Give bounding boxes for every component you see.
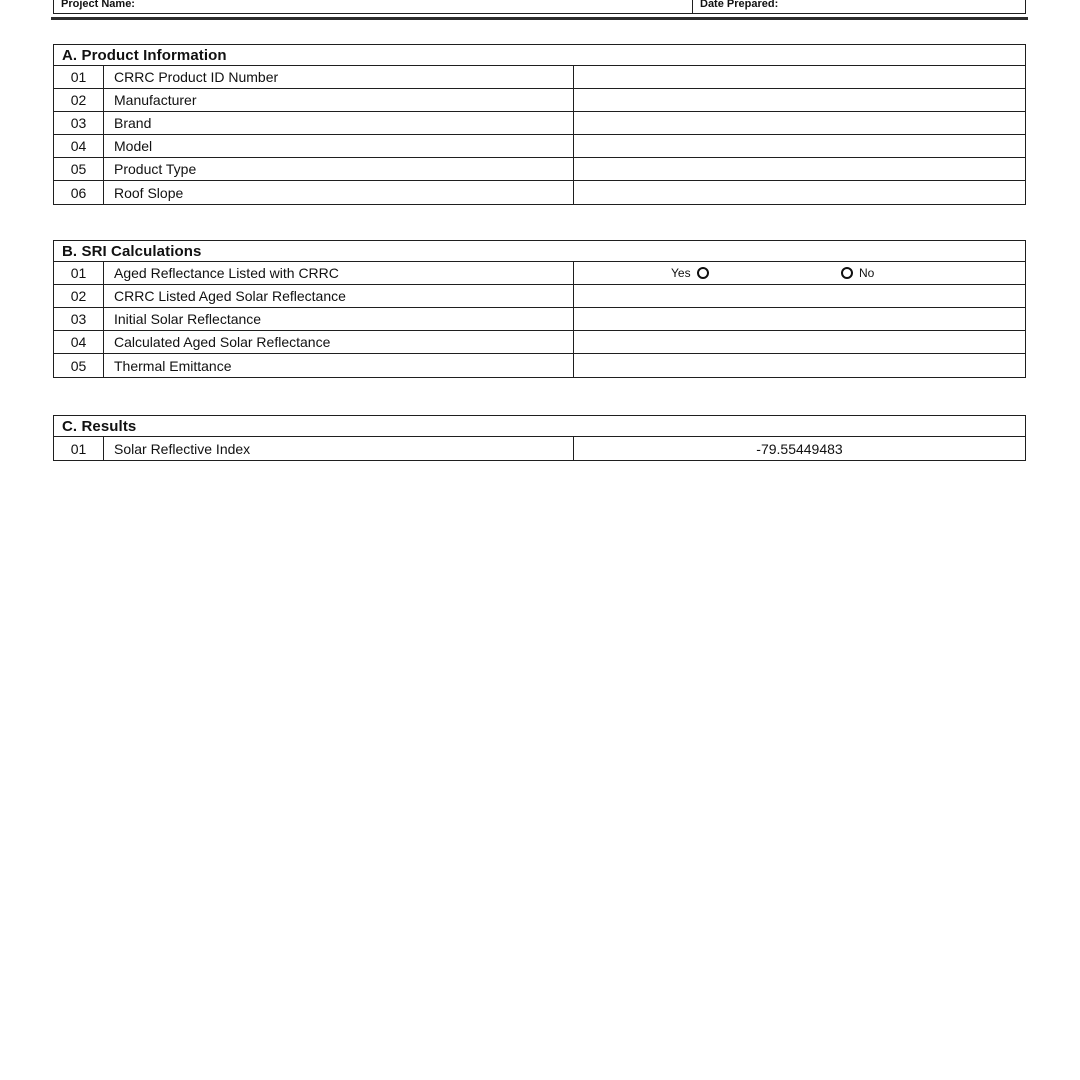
row-label: Product Type [104, 158, 574, 180]
row-label: Roof Slope [104, 181, 574, 204]
project-name-field[interactable] [53, 0, 692, 14]
row-label: Model [104, 135, 574, 157]
section-results [53, 415, 1026, 461]
table-row [54, 158, 1025, 181]
row-label: Calculated Aged Solar Reflectance [104, 331, 574, 353]
yes-option[interactable] [671, 262, 709, 284]
manufacturer-input[interactable] [574, 89, 1025, 111]
header-divider-rule [51, 17, 1028, 20]
row-number: 01 [54, 66, 104, 88]
table-row [54, 285, 1025, 308]
yes-label: Yes [671, 266, 691, 280]
row-number: 04 [54, 331, 104, 353]
row-number: 01 [54, 437, 104, 460]
date-prepared-label: Date Prepared: [700, 0, 779, 10]
crrc-listed-aged-solar-reflectance-input[interactable] [574, 285, 1025, 307]
section-a-title: A. Product Information [54, 45, 1025, 66]
table-row [54, 262, 1025, 285]
row-label: Aged Reflectance Listed with CRRC [104, 262, 574, 284]
project-name-label: Project Name: [61, 0, 135, 10]
row-number: 02 [54, 285, 104, 307]
section-product-information [53, 44, 1026, 205]
row-label: CRRC Listed Aged Solar Reflectance [104, 285, 574, 307]
table-row [54, 308, 1025, 331]
aged-reflectance-listed-choice [574, 262, 1025, 284]
row-number: 02 [54, 89, 104, 111]
table-row [54, 89, 1025, 112]
row-number: 05 [54, 354, 104, 377]
row-number: 04 [54, 135, 104, 157]
section-c-title: C. Results [54, 416, 1025, 437]
table-row [54, 66, 1025, 89]
row-label: Solar Reflective Index [104, 437, 574, 460]
no-radio[interactable] [841, 267, 853, 279]
no-option[interactable] [841, 262, 874, 284]
row-number: 05 [54, 158, 104, 180]
calculated-aged-solar-reflectance-input[interactable] [574, 331, 1025, 353]
table-row [54, 181, 1025, 204]
row-label: Manufacturer [104, 89, 574, 111]
row-label: Initial Solar Reflectance [104, 308, 574, 330]
no-label: No [859, 266, 875, 280]
thermal-emittance-input[interactable] [574, 354, 1025, 377]
model-input[interactable] [574, 135, 1025, 157]
table-row [54, 135, 1025, 158]
roof-slope-input[interactable] [574, 181, 1025, 204]
yes-radio[interactable] [697, 267, 709, 279]
section-b-title: B. SRI Calculations [54, 241, 1025, 262]
section-sri-calculations [53, 240, 1026, 378]
row-number: 03 [54, 112, 104, 134]
date-prepared-field[interactable] [692, 0, 1026, 14]
table-row [54, 354, 1025, 377]
table-row [54, 437, 1025, 460]
table-row [54, 112, 1025, 135]
top-header-row [53, 0, 1026, 14]
initial-solar-reflectance-input[interactable] [574, 308, 1025, 330]
brand-input[interactable] [574, 112, 1025, 134]
table-row [54, 331, 1025, 354]
row-number: 06 [54, 181, 104, 204]
crrc-product-id-input[interactable] [574, 66, 1025, 88]
solar-reflective-index-value: -79.55449483 [756, 440, 843, 457]
row-number: 01 [54, 262, 104, 284]
product-type-input[interactable] [574, 158, 1025, 180]
row-label: Thermal Emittance [104, 354, 574, 377]
row-label: CRRC Product ID Number [104, 66, 574, 88]
row-label: Brand [104, 112, 574, 134]
row-number: 03 [54, 308, 104, 330]
